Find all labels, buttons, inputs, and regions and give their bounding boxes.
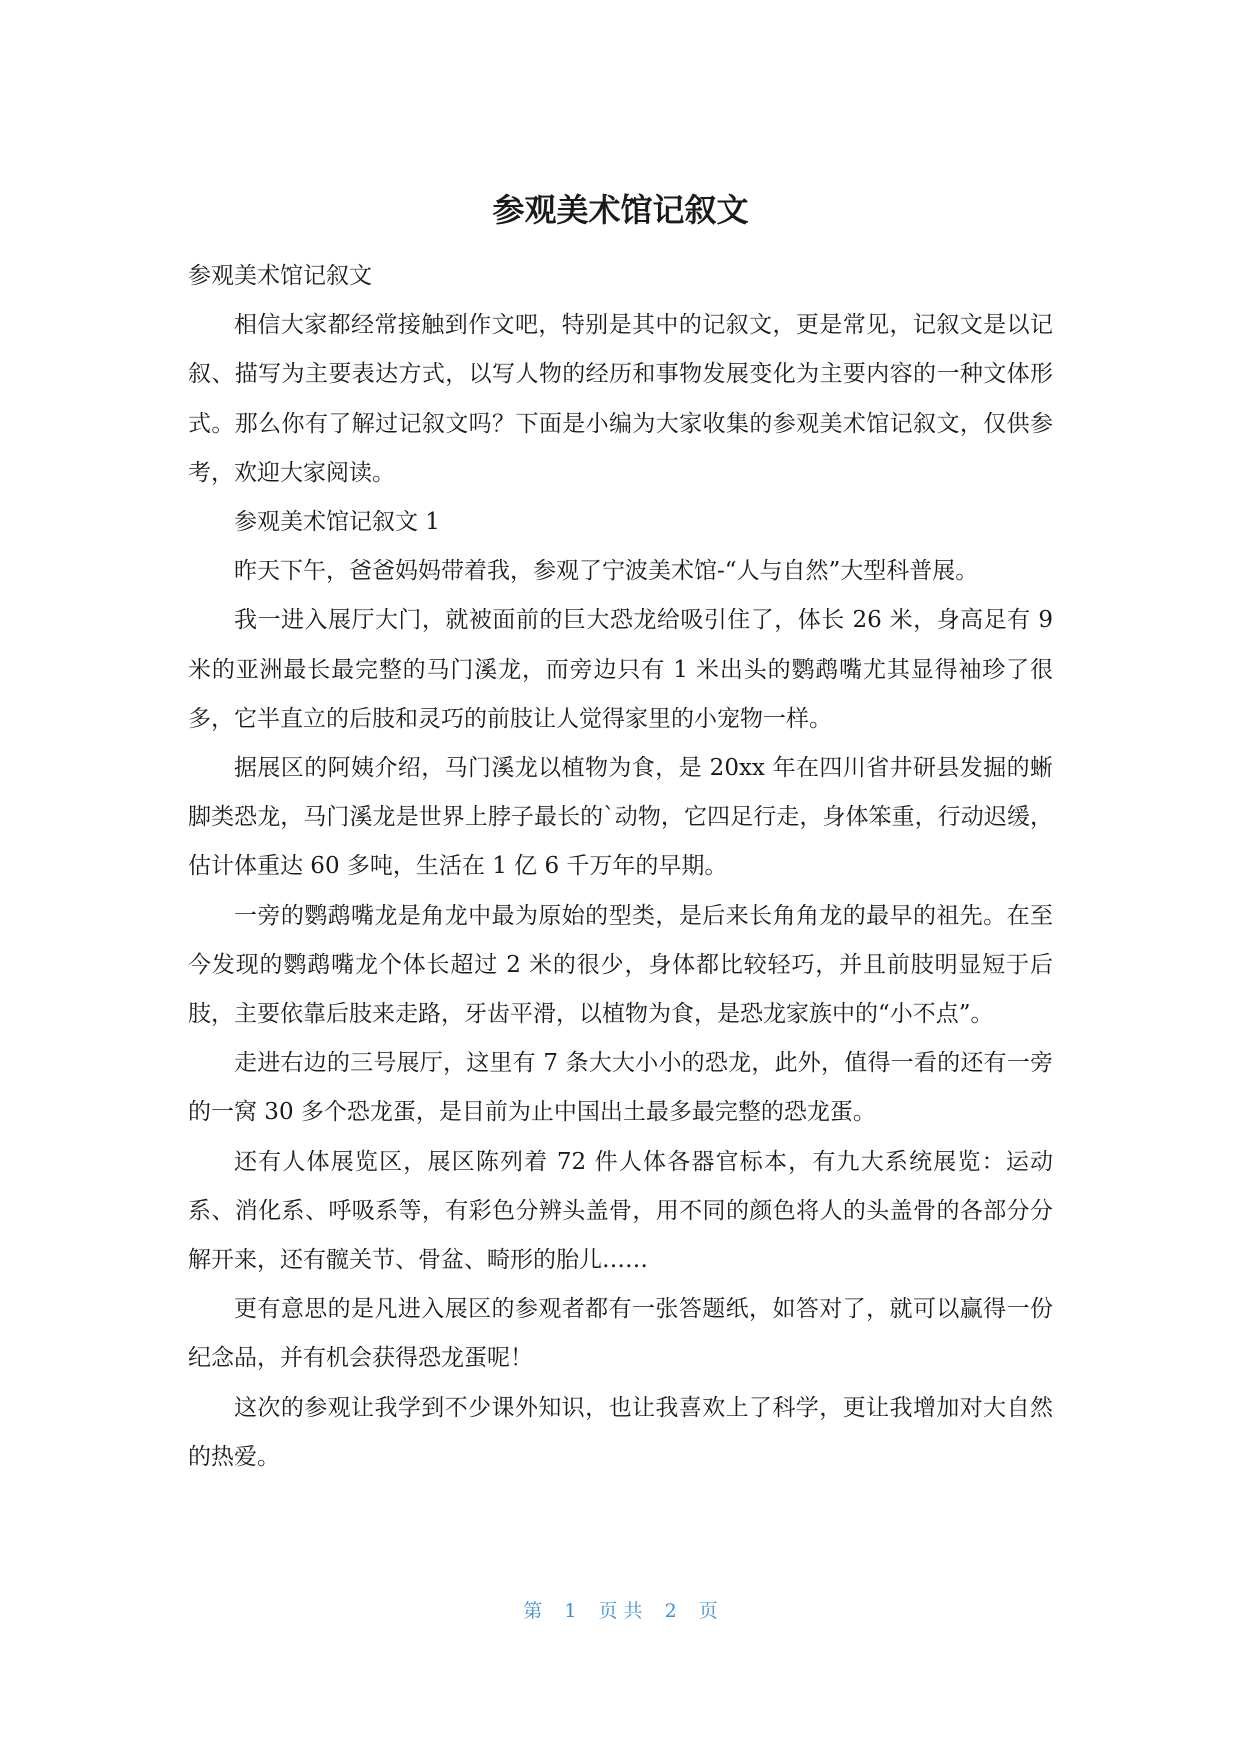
body-paragraph: 昨天下午，爸爸妈妈带着我，参观了宁波美术馆-“人与自然”大型科普展。 — [234, 558, 979, 585]
footer-of-label: 页 共 — [598, 1600, 643, 1622]
footer-end-label: 页 — [698, 1600, 718, 1622]
document-title: 参观美术馆记叙文 — [492, 191, 749, 229]
body-paragraph: 一旁的鹦鹉嘴龙是角龙中最为原始的型类，是后来长角角龙的最早的祖先。在至今发现的鹦鹉嘴龙个体长超过 2 米的很少，身体都比较轻巧，并且前肢明显短于后肢，主要依靠后肢来走路，牙齿平滑，以植物为食，是恐龙家族中的“小不点”。 — [188, 902, 1053, 1028]
body-paragraph: 据展区的阿姨介绍，马门溪龙以植物为食，是 20xx 年在四川省井研县发掘的蜥脚类恐龙，马门溪龙是世界上脖子最长的`动物，它四足行走，身体笨重，行动迟缓，估计体重达 60 多吨，生活在 1 亿 6 千万年的早期。 — [188, 755, 1053, 880]
footer-current-page: 1 — [564, 1600, 577, 1622]
body-paragraph: 这次的参观让我学到不少课外知识，也让我喜欢上了科学，更让我增加对大自然的热爱。 — [188, 1394, 1053, 1470]
section-heading: 参观美术馆记叙文 1 — [234, 509, 440, 536]
page-footer — [0, 1598, 1241, 1624]
body-paragraph: 还有人体展览区，展区陈列着 72 件人体各器官标本，有九大系统展览：运动系、消化系、呼吸系等，有彩色分辨头盖骨，用不同的颜色将人的头盖骨的各部分分解开来，还有髋关节、骨盆、畸形的胎儿…… — [188, 1148, 1053, 1274]
footer-page-label: 第 — [523, 1600, 543, 1622]
body-paragraph: 更有意思的是凡进入展区的参观者都有一张答题纸，如答对了，就可以赢得一份纪念品，并有机会获得恐龙蛋呢！ — [188, 1296, 1053, 1372]
intro-paragraph: 相信大家都经常接触到作文吧，特别是其中的记叙文，更是常见，记叙文是以记叙、描写为主要表达方式，以写人物的经历和事物发展变化为主要内容的一种文体形式。那么你有了解过记叙文吗？下面是小编为大家收集的参观美术馆记叙文，仅供参考，欢迎大家阅读。 — [188, 312, 1053, 486]
document-body — [188, 252, 1053, 1482]
body-paragraph: 走进右边的三号展厅，这里有 7 条大大小小的恐龙，此外，值得一看的还有一旁的一窝 30 多个恐龙蛋，是目前为止中国出土最多最完整的恐龙蛋。 — [188, 1050, 1053, 1126]
body-paragraph: 我一进入展厅大门，就被面前的巨大恐龙给吸引住了，体长 26 米，身高足有 9 米的亚洲最长最完整的马门溪龙，而旁边只有 1 米出头的鹦鹉嘴尤其显得袖珍了很多，它半直立的后肢和灵巧的前肢让人觉得家里的小宠物一样。 — [188, 607, 1053, 732]
subtitle-paragraph: 参观美术馆记叙文 — [188, 263, 372, 289]
footer-total-pages: 2 — [664, 1600, 677, 1622]
